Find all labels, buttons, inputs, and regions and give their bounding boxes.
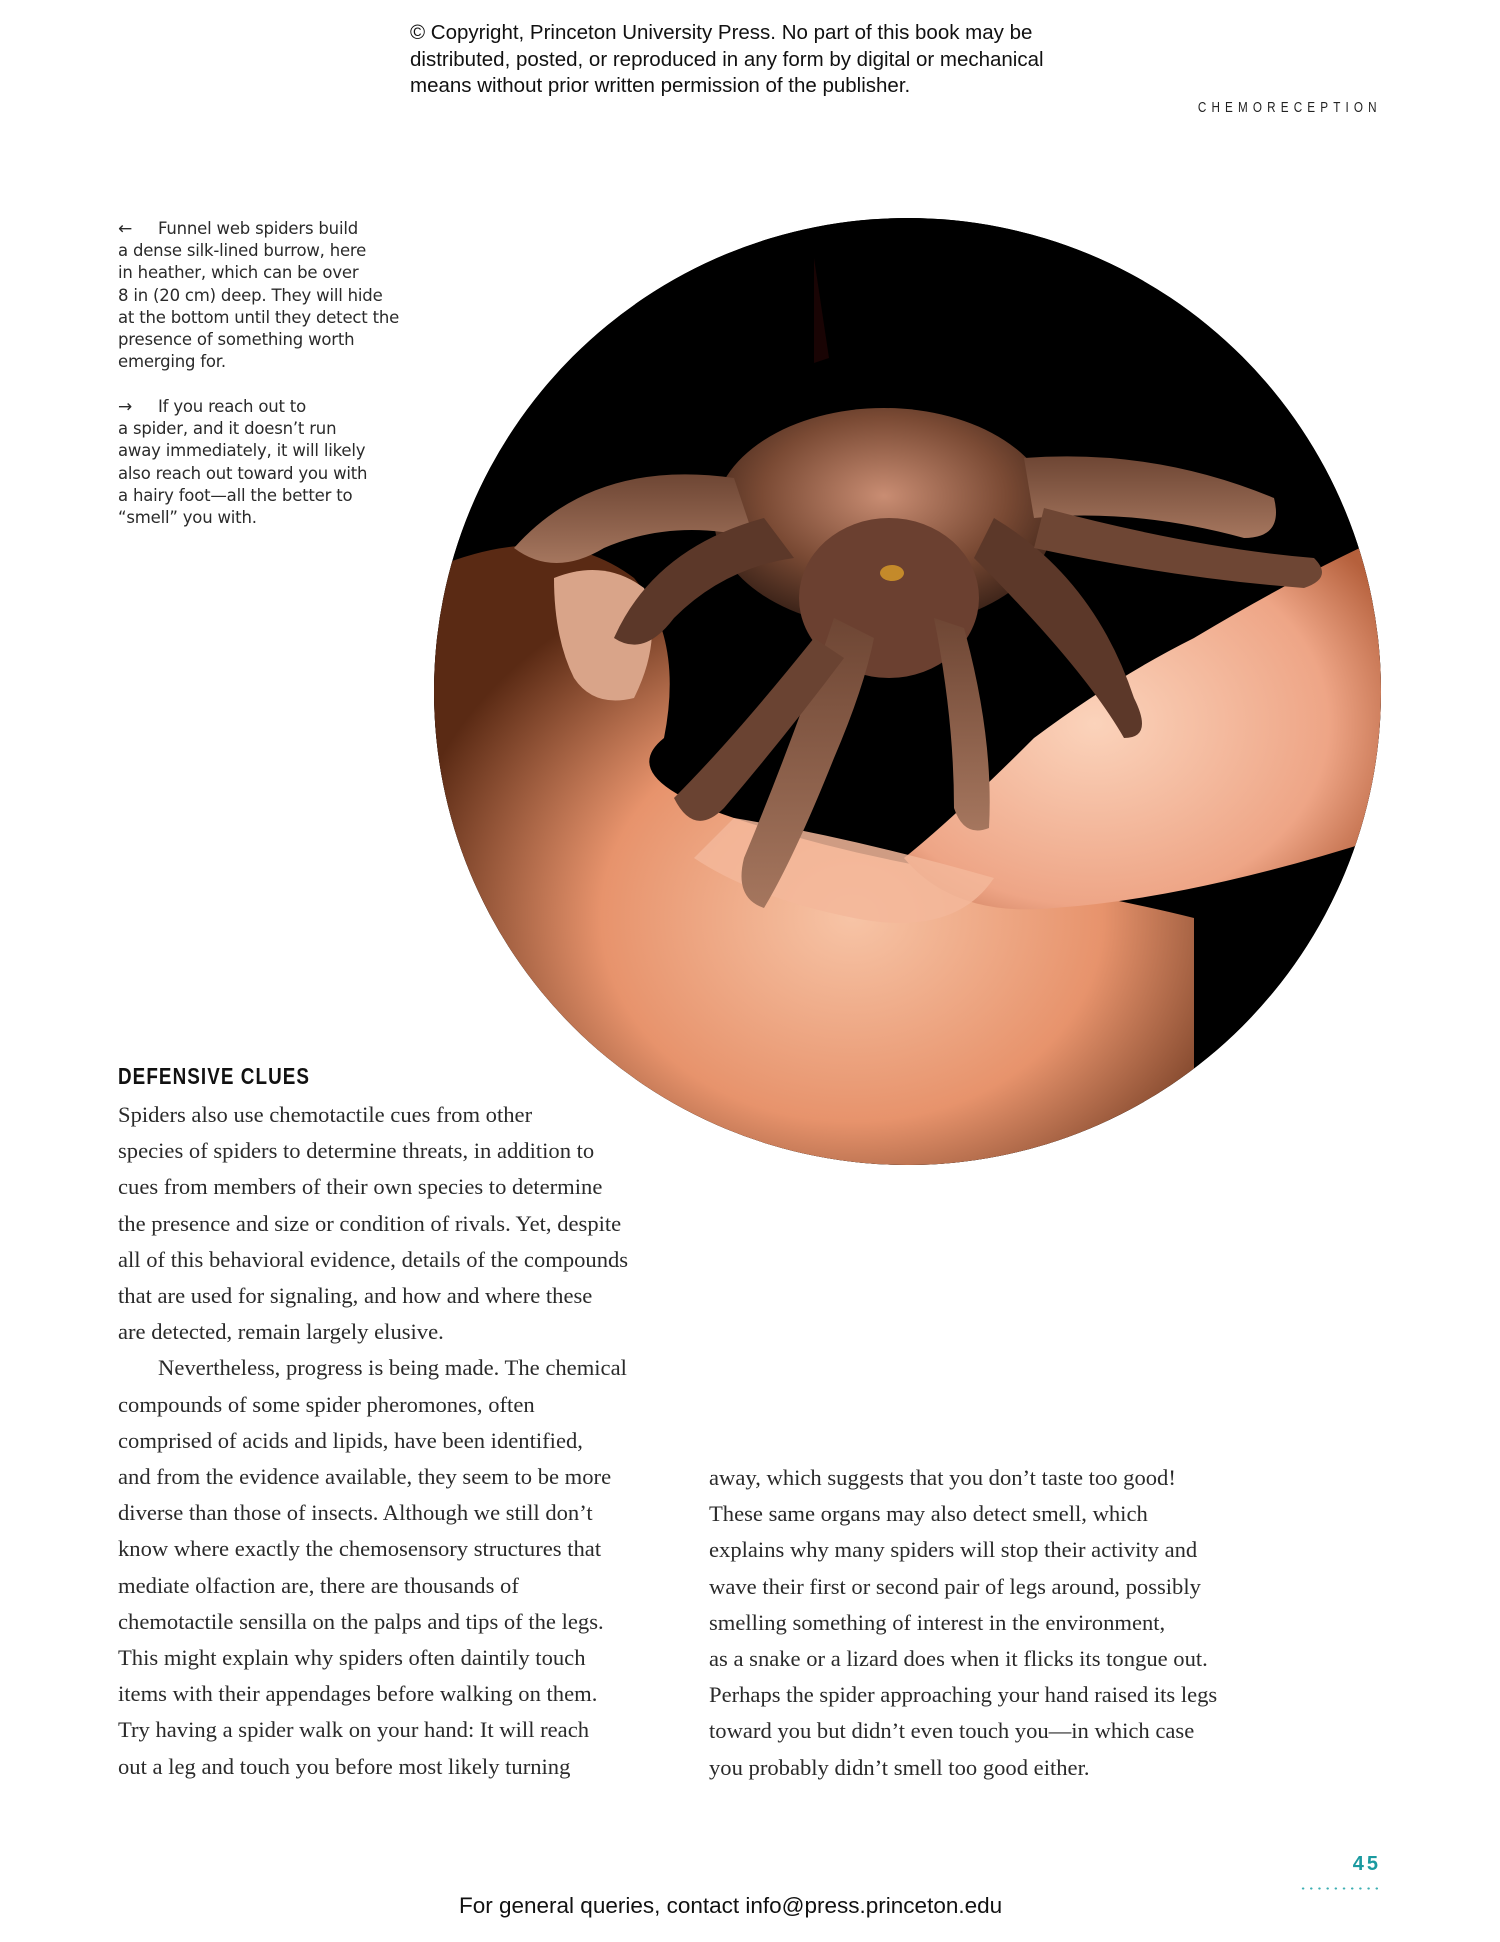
body-line: away, which suggests that you don’t taste too good! [709,1465,1176,1490]
body-line: Nevertheless, progress is being made. The chemical [158,1355,627,1381]
caption-line: a dense silk-lined burrow, here [118,241,367,261]
caption-reach-out [118,396,408,529]
body-line: that are used for signaling, and how and where these [118,1283,593,1309]
body-line: wave their first or second pair of legs around, possibly [709,1573,1201,1599]
body-line: This might explain why spiders often daintily touch [118,1645,586,1671]
body-line: mediate olfaction are, there are thousands of [118,1572,519,1598]
copyright-notice [410,20,1130,100]
body-line: species of spiders to determine threats, in addition to [118,1138,595,1164]
caption-line: a hairy foot—all the better to [118,485,353,505]
body-column-right [709,1460,1217,1786]
caption-line: 8 in (20 cm) deep. They will hide [118,285,383,305]
body-line: the presence and size or condition of rivals. Yet, despite [118,1210,622,1236]
footer-contact: For general queries, contact info@press.princeton.edu [459,1893,1003,1918]
body-line: all of this behavioral evidence, details of the compounds [118,1246,629,1272]
arrow-left-icon: ← [118,219,133,239]
caption-line: Funnel web spiders build [158,219,358,238]
body-line: Try having a spider walk on your hand: It will reach [118,1717,590,1743]
body-column-left [118,1097,628,1785]
body-line: as a snake or a lizard does when it flicks its tongue out. [709,1646,1208,1672]
caption-line: If you reach out to [158,397,306,416]
body-line: out a leg and touch you before most likely turning [118,1753,571,1779]
body-line: know where exactly the chemosensory structures that [118,1536,602,1562]
body-line: are detected, remain largely elusive. [118,1319,444,1345]
body-line: chemotactile sensilla on the palps and tips of the legs. [118,1608,604,1634]
page-number-dotted-rule [1299,1887,1381,1890]
caption-line: “smell” you with. [118,508,257,528]
caption-line: presence of something worth [118,330,355,350]
arrow-right-icon: → [118,397,133,417]
body-line: items with their appendages before walking on them. [118,1681,598,1707]
body-line: comprised of acids and lipids, have been identified, [118,1427,583,1453]
body-line: and from the evidence available, they seem to be more [118,1464,612,1490]
body-line: you probably didn’t smell too good either. [709,1754,1090,1780]
copyright-line: means without prior written permission of the publisher. [410,74,911,97]
copyright-line: distributed, posted, or reproduced in any form by digital or mechanical [410,47,1044,71]
running-head: CHEMORECEPTION [1198,99,1382,116]
body-line: compounds of some spider pheromones, often [118,1391,535,1417]
caption-line: emerging for. [118,352,226,372]
caption-line: away immediately, it will likely [118,441,366,461]
page-number: 45 [1352,1853,1381,1875]
body-line: smelling something of interest in the environment, [709,1609,1166,1635]
tarantula-illustration [434,218,1381,1165]
body-line: Perhaps the spider approaching your hand raised its legs [709,1682,1218,1708]
tarantula-photo [434,218,1381,1165]
caption-line: in heather, which can be over [118,263,359,283]
caption-line: also reach out toward you with [118,463,368,483]
body-line: explains why many spiders will stop their activity and [709,1537,1198,1563]
section-heading: DEFENSIVE CLUES [118,1063,311,1089]
body-line: cues from members of their own species to determine [118,1174,603,1200]
body-line: Spiders also use chemotactile cues from other [118,1102,533,1127]
caption-line: at the bottom until they detect the [118,307,400,327]
body-line: diverse than those of insects. Although we still don’t [118,1500,593,1526]
body-line: These same organs may also detect smell, which [709,1501,1148,1527]
caption-line: a spider, and it doesn’t run [118,419,337,439]
caption-funnel-web [118,218,408,373]
body-line: toward you but didn’t even touch you—in which case [709,1718,1195,1744]
copyright-line: © Copyright, Princeton University Press. No part of this book may be [410,21,1033,44]
